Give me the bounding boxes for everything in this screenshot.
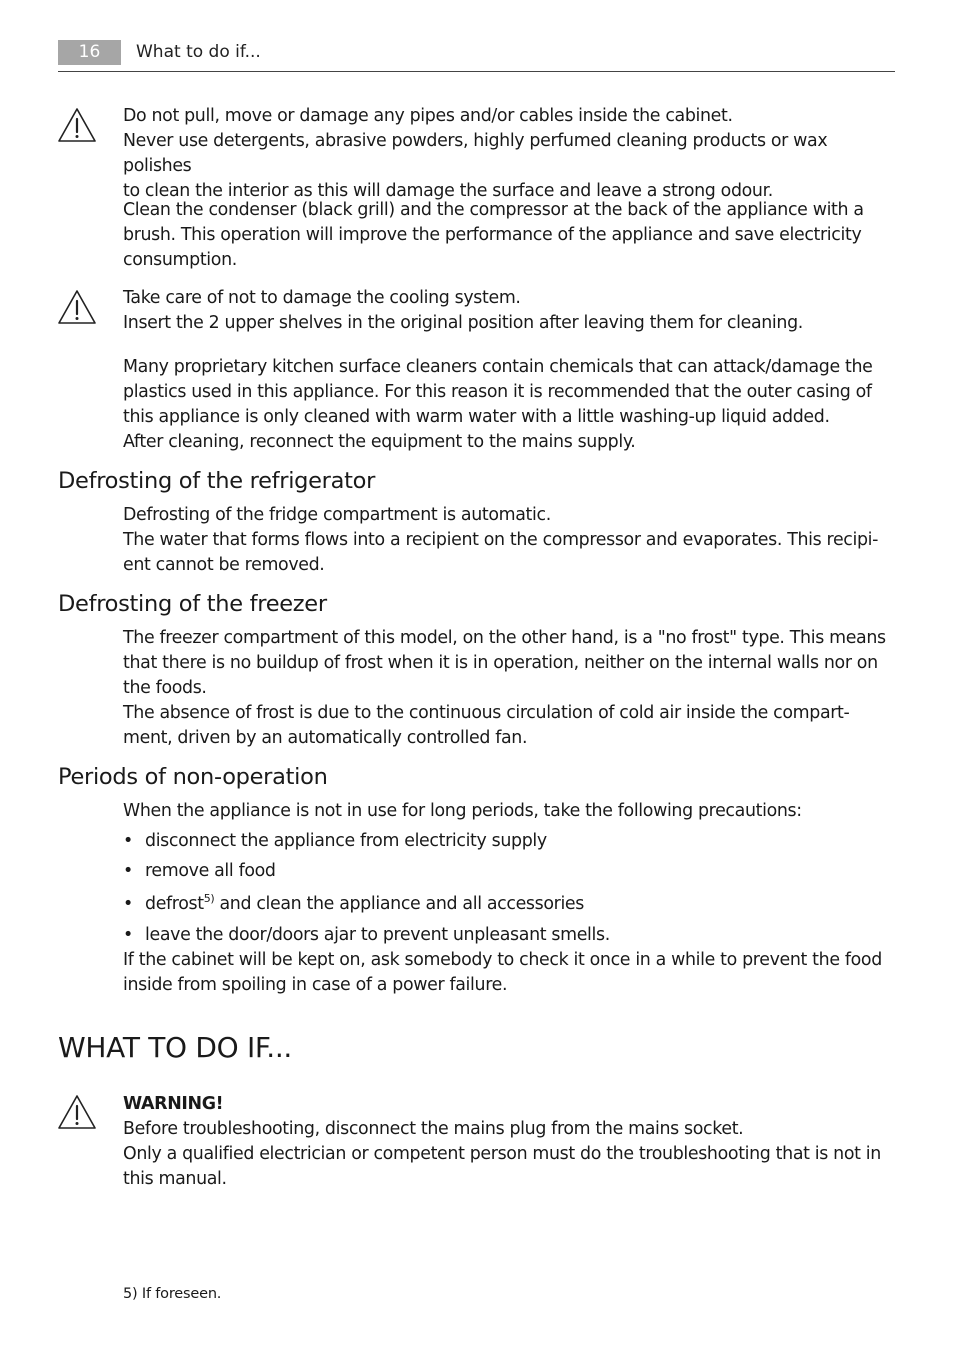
warning-triangle-icon xyxy=(57,289,97,325)
defrost-fridge-text: Defrosting of the fridge compartment is automatic. The water that forms flows into a recipient on the compressor and evaporates. This recipi- ent cannot be removed. xyxy=(123,505,879,575)
non-operation-after-text: If the cabinet will be kept on, ask somebody to check it once in a while to prevent the food inside from spoiling in case of a power failure. xyxy=(123,950,882,995)
running-title: What to do if... xyxy=(136,42,261,62)
footnote: 5) If foreseen. xyxy=(123,1286,222,1302)
list-item: • defrost$^{5)}$ and clean the appliance and all accessories xyxy=(123,892,584,914)
non-operation-intro: When the appliance is not in use for long periods, take the following precautions: xyxy=(123,801,802,821)
troubleshooting-warning: WARNING! Before troubleshooting, disconnect the mains plug from the mains socket. Only a qualified electrician or competent person must do the troubleshooting that is not in this manual. xyxy=(123,1094,881,1189)
warning-triangle-icon xyxy=(57,107,97,143)
page-number: 16 xyxy=(58,40,121,65)
list-item: • leave the door/doors ajar to prevent unpleasant smells. xyxy=(123,925,610,945)
warning-pipes-text: Do not pull, move or damage any pipes and/or cables inside the cabinet. Never use detergents, abrasive powders, highly perfumed cleaning products or wax polishes to clean the interior as this will damage the surface and leave a strong odour. xyxy=(123,106,828,201)
list-item: • disconnect the appliance from electricity supply xyxy=(123,831,547,851)
page-header xyxy=(58,40,895,72)
cleaners-text: Many proprietary kitchen surface cleaners contain chemicals that can attack/damage the plastics used in this appliance. For this reason it is recommended that the outer casing of this appliance is only cleaned with warm water with a little washing-up liquid added. After cleaning, reconnect the equipment to the mains supply. xyxy=(123,357,873,452)
defrost-freezer-heading: Defrosting of the freezer xyxy=(58,591,327,617)
non-operation-heading: Periods of non-operation xyxy=(58,764,328,790)
what-to-do-heading: WHAT TO DO IF... xyxy=(58,1031,293,1064)
list-item: • remove all food xyxy=(123,861,276,881)
cooling-system-warning-text: Take care of not to damage the cooling system. Insert the 2 upper shelves in the original position after leaving them for cleaning. xyxy=(123,288,803,333)
warning-triangle-icon xyxy=(57,1094,97,1130)
warning-title: WARNING! xyxy=(123,1094,224,1114)
defrost-fridge-heading: Defrosting of the refrigerator xyxy=(58,468,376,494)
condenser-text: Clean the condenser (black grill) and the compressor at the back of the appliance with a brush. This operation will improve the performance of the appliance and save electricity consumption. xyxy=(123,200,864,270)
footnote-marker: 5) xyxy=(203,892,215,905)
defrost-freezer-text: The freezer compartment of this model, on the other hand, is a "no frost" type. This means that there is no buildup of frost when it is in operation, neither on the internal walls nor on the foods. The absence of frost is due to the continuous circulation of cold air inside the compart- ment, driven by an automatically controlled fan. xyxy=(123,628,886,748)
